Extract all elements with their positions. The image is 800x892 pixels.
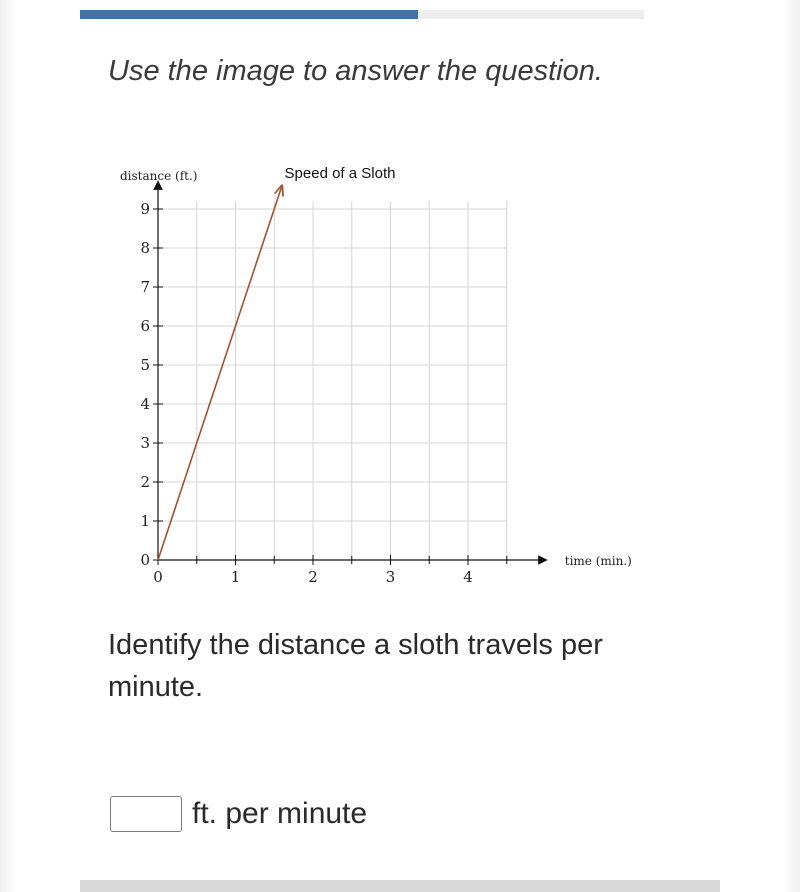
y-tick-label: 9 (140, 200, 150, 218)
y-tick-label: 3 (140, 434, 150, 452)
x-tick-label: 0 (153, 568, 163, 586)
answer-row (110, 793, 367, 835)
y-tick-label: 0 (140, 551, 150, 569)
x-axis-label: time (min.) (564, 554, 632, 568)
x-tick-label: 3 (385, 568, 396, 586)
right-edge-shadow (782, 0, 800, 892)
x-tick-label: 2 (308, 568, 318, 586)
chart-title: Speed of a Sloth (284, 165, 396, 182)
y-tick-label: 2 (140, 473, 150, 491)
bottom-bar (80, 880, 720, 892)
speed-chart (100, 158, 632, 598)
question-text: Identify the distance a sloth travels per minute. (108, 629, 603, 703)
progress-bar (80, 10, 644, 19)
answer-unit: ft. per minute (192, 797, 368, 830)
y-tick-label: 8 (140, 239, 150, 257)
x-tick-label: 4 (463, 568, 473, 586)
y-tick-label: 5 (140, 356, 150, 374)
left-edge-shadow (0, 0, 18, 892)
y-tick-label: 4 (140, 395, 150, 413)
y-tick-label: 7 (140, 278, 150, 296)
progress-bar-fill (80, 10, 418, 19)
x-tick-label: 1 (230, 568, 241, 586)
y-axis-label: distance (ft.) (120, 169, 198, 183)
prompt-text: Use the image to answer the question. (108, 55, 603, 87)
y-tick-label: 6 (140, 317, 150, 335)
chart (100, 158, 632, 598)
y-tick-label: 1 (140, 512, 150, 530)
answer-input[interactable] (110, 796, 182, 832)
series-line (158, 186, 282, 560)
